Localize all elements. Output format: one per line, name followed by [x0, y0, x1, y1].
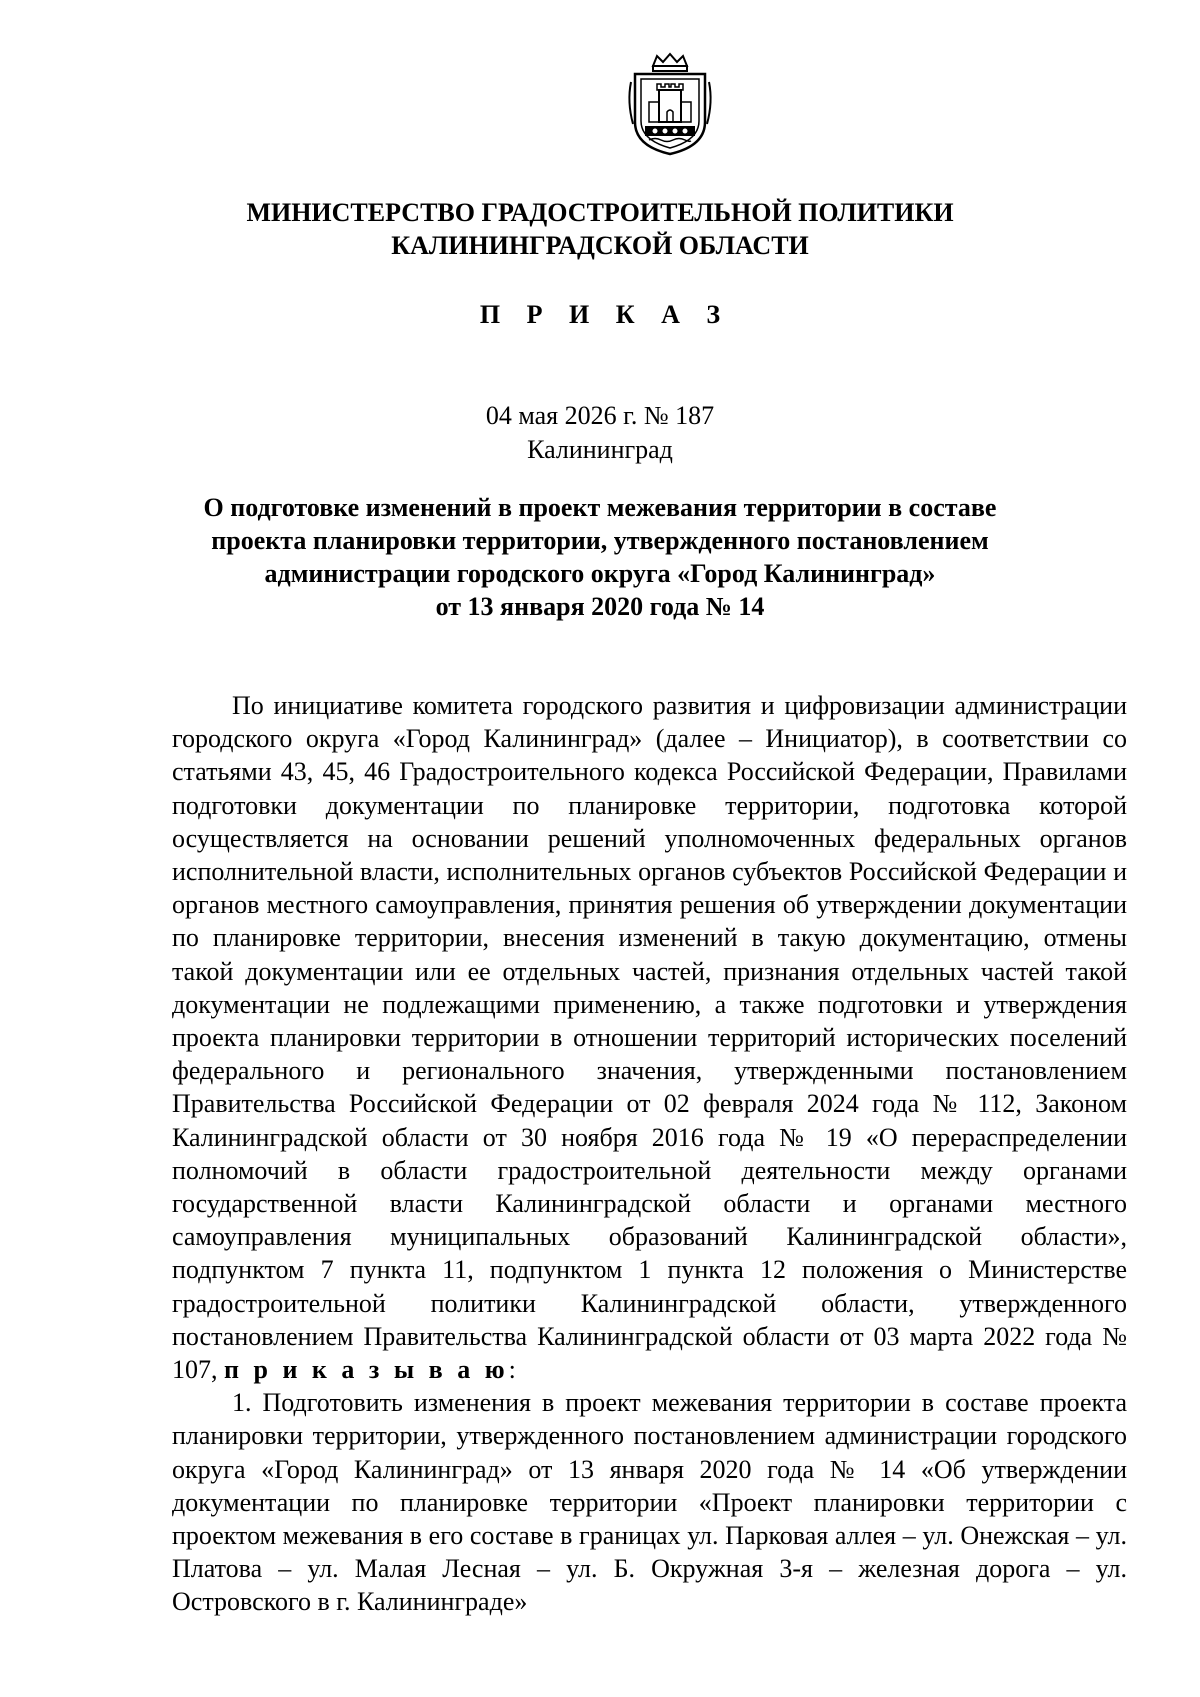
document-body [172, 689, 1127, 1619]
date-and-place [0, 399, 1200, 467]
ministry-name-line2: КАЛИНИНГРАДСКОЙ ОБЛАСТИ [391, 231, 809, 260]
subject-line4: от 13 января 2020 года № 14 [435, 592, 765, 621]
document-type: П Р И К А З [479, 300, 731, 329]
date-number: 04 мая 2026 г. № 187 [485, 401, 715, 430]
subject-line2: проекта планировки территории, утвержденного постановлением [211, 526, 989, 555]
subject-line3: администрации городского округа «Город Калининград» [264, 559, 936, 588]
item-1-text: 1. Подготовить изменения в проект межевания территории в составе проекта планировки территории, утвержденного постановлением администрации городского округа «Город Калининград» от 13 января 2020 года № 14 «Об утверждении документации по планировке территории «Проект планировки территории с проектом межевания в его составе в границах ул. Парковая аллея – ул. Онежская – ул. Платова – ул. Малая Лесная – ул. Б. Окружная 3-я – железная дорога – ул. Островского в г. Калининграде» [172, 1388, 1127, 1617]
preamble-text: По инициативе комитета городского развития и цифровизации администрации городского округа «Город Калининград» (далее – Инициатор), в соответствии со статьями 43, 45, 46 Градостроительного кодекса Российской Федерации, Правилами подготовки документации по планировке территории, подготовка которой осуществляется на основании решений уполномоченных федеральных органов исполнительной власти, исполнительных органов субъектов Российской Федерации и органов местного самоуправления, принятия решения об утверждении документации по планировке территории, внесения изменений в такую документацию, отмены такой документации или ее отдельных частей, признания отдельных частей такой документации не подлежащими применению, а также подготовки и утверждения проекта планировки территории в отношении территорий исторических поселений федерального и регионального значения, утвержденными постановлением Правительства Российской Федерации от 02 февраля 2024 года № 112, Законом Калининградской области от 30 ноября 2016 года № 19 «О перераспределении полномочий в области градостроительной деятельности между органами государственной власти Калининградской области и органами местного самоуправления муниципальных образований Калининградской области», подпунктом 7 пункта 11, подпунктом 1 пункта 12 положения о Министерстве градостроительной политики Калининградской области, утвержденного постановлением Правительства Калининградской области от 03 марта 2022 года № 107, [172, 691, 1127, 1385]
coat-of-arms-icon [625, 52, 715, 156]
subject-line1: О подготовке изменений в проект межевания территории в составе [203, 493, 997, 522]
document-subject [0, 491, 1200, 623]
ministry-name-line1: МИНИСТЕРСТВО ГРАДОСТРОИТЕЛЬНОЙ ПОЛИТИКИ [246, 198, 954, 227]
city: Калининград [527, 435, 673, 464]
item-1-paragraph [172, 1386, 1127, 1618]
order-word: п р и к а з ы в а ю [224, 1355, 509, 1385]
order-colon: : [508, 1355, 516, 1385]
preamble-paragraph [172, 689, 1127, 1386]
ministry-name [0, 196, 1200, 262]
